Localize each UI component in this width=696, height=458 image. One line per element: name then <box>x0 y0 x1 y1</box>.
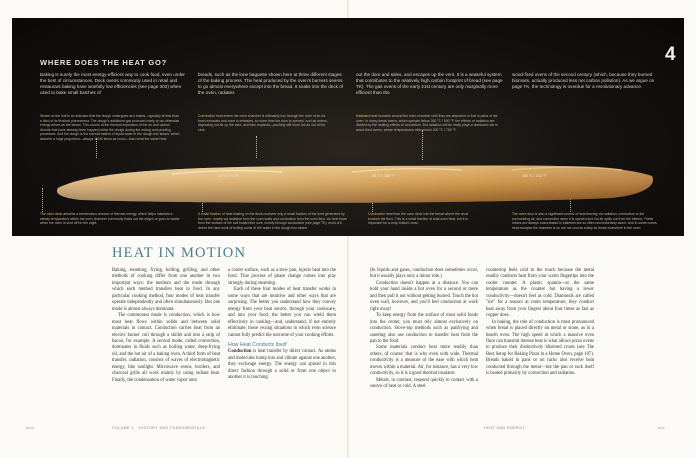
intro-col-1: Baking is surely the most energy-efficient way to cook food, even under the best of circumstances. Deck ovens commonly used in retail and restaurant baking have woefully low efficiencies (see page 303) when used to bake small batches of <box>40 72 185 96</box>
page-number-right: xxv <box>658 426 665 430</box>
paragraph-text: is heat transfer by direct contact. As atoms and molecules bump into and vibrate against one another, they exchange energy. The energy can spread in this direct fashion through a solid or from one object to another it is touching. <box>228 349 336 381</box>
intro-col-3: out the door and sides, and escapes up the vent. It is a wasteful system that contributes to the relatively high carbon footprint of bread (see page TK). The gas ovens of the early 21st century are only marginally more efficient than the <box>356 72 503 96</box>
photo-title: WHERE DOES THE HEAT GO? <box>40 58 168 67</box>
baguette-illustration <box>52 158 658 204</box>
text-column-4 <box>486 268 594 378</box>
paragraph: In baking, the role of conduction is most pronounced when bread is placed directly on metal or stone, as in a hearth oven. The high speed at which a massive oven floor can transmit intense heat is what allows pizza ovens to produce their distinctively blistered crusts (see The Best Setup for Baking Pizza in a Home Oven, page 107). Breads baked in pans or on racks also receive heat conducted through the metal—but the pan or rack itself is heated primarily by convection and radiation. <box>486 319 594 377</box>
page-number-left: xxiv <box>26 426 35 430</box>
subheading: How Heat Conducts Itself <box>228 341 287 348</box>
note-oven-deck: The oven deck absorbs a tremendous amount of thermal energy, which helps maintain a steady temperature within the oven chamber but mostly leaks out the edges or goes to waste when the oven is shut off for the night. <box>40 212 180 226</box>
paragraph: Metals, in contrast, respond quickly to contact with a source of heat or cold. A steel <box>370 377 478 390</box>
running-footer-left: VOLUME 1 · HISTORY AND FUNDAMENTALS <box>112 426 206 430</box>
note-radiated: Radiated heat bounces around the oven chamber until they are absorbed or lost in parts of the oven. In many bread ovens, which operate below 260 °C / 500 °F, the effects of radiation are divided by the heating effects of convection. But radiation will be really plays a dominant role in wood-fired ovens, where temperatures often reach 400 °C / 750 °F. <box>356 114 498 132</box>
baguette-shape <box>52 158 658 204</box>
leader-line <box>42 188 43 212</box>
intro-col-4: wood-fired ovens of the second century (which, because they burned biomass, actually produced less net carbon pollution). As we argue on page TK, the technology is overdue for a revolutionary advance. <box>512 72 655 90</box>
paragraph: To keep energy from the surface of most solid foods into the center, you must rely almost exclusively on conduction. Stove-top methods such as panfrying and sautéing also use conduction to transfer heat from the pan to the food. <box>370 313 478 344</box>
temperature-label: 100 °C / 212 °F <box>522 174 547 178</box>
chapter-number: 4 <box>665 44 676 65</box>
note-small-fraction: A small fraction of heat leaking on the deck receives only a small fraction of the heat generated by the oven, mostly via radiation from the oven walls and conduction from the oven floor. As heat flows from the surface of the loaf toward the core, mostly through conduction (see page TK), most of it drives the hard work of boiling some of the water in the dough into steam. <box>198 212 347 230</box>
paragraph: The commonest mode is conduction, which is how most heat flows within solids and between solid materials in contact. Conduction carries heat from an electric burner coil through a skillet and into a strip of bacon, for example. A second mode, called convection, dominates in fluids such as boiling water, deep-frying oil, and the hot air of a baking oven. A third form of heat transfer, radiation, consists of waves of electromagnetic energy, like sunlight. Microwave ovens, broilers, and charcoal grills all work mainly by using radiant heat. Finally, the condensation of water vapor onto <box>112 313 220 383</box>
intro-col-2: breads, such as the lone baguette shown here at three different stages of the baking process. The heat produced by the oven's burners seems to go almost everywhere except into the bread. It soaks into the deck of the oven, radiates <box>198 72 344 96</box>
temperature-label: 85 °C / 185 °F <box>372 174 395 178</box>
paragraph: Baking, steaming, frying, boiling, grilling, and other methods of cooking differ from one another in two important ways: the medium and the mode through which each method transfers heat to food. In any particular cooking method, four modes of heat transfer operate independently and often simultaneously. But one mode is almost always dominant. <box>112 268 220 312</box>
baguette-photo <box>12 18 684 236</box>
text-column-3 <box>370 268 478 391</box>
leader-line <box>256 136 257 158</box>
temperature-label: 23 °C / 73 °F <box>218 174 239 178</box>
leader-line <box>96 138 97 158</box>
note-oven-door: The oven door is also a significant source of heat leaving via radiation, conduction to the surrounding air, and convection when it is opened and hot air spills out from the interior. These losses are always exacerbated in bakeries are so often uncomfortably warm. And in some ovens, heat escapes the chamber is so are not cool as easily as those elsewhere in the oven. <box>512 212 658 230</box>
paragraph: Some materials conduct heat more readily than others, of course; that is why even with wide. Thermal conductivity is a measure of the ease with which heat moves within a material. Air, for instance, has a very low conductivity, so it is a good thermal insulator. <box>370 345 478 377</box>
note-steam: Steam on the loaf is an indicator that the dough undergoes as it bakes—typically at less than a third of its finished phenomena. The dough's additional gas produced early on as otherwise energy arises as the steam. This occurs at the thermal expansion of the air and carbon dioxide that have already been trapped within the dough during the mixing and proofing processes. And the dough is the transformation of liquid water in the dough into steam, which absorbs a huge proportion—always 1,000 times as much—than what the same heat. <box>40 114 180 141</box>
paragraph: countertop feels cold to the touch because the metal readily conducts heat from your warm fingertips into the cooler counter. A plastic spatula—at the same temperature as the counter but having a lower conductivity—doesn't feel as cold. Diamonds are called "ice" for a reason: at room temperature, they conduct heat away from your fingers about four times as fast as copper does. <box>486 268 594 319</box>
leader-line <box>422 130 423 160</box>
paragraph: Each of these four modes of heat transfer works in some ways that are intuitive and other ways that are surprising. The better you understand how they convey energy from your heat source, through your cookware, and into your food, the better you can wield them effectively in cooking—and, understand, if not entirely eliminate, those vexing situations in which even science cannot fully predict the outcome of your cooking efforts. <box>228 287 336 338</box>
running-footer-right: HEAT AND ENERGY <box>484 426 526 430</box>
text-column-2 <box>228 268 336 382</box>
paragraph <box>228 349 336 381</box>
note-conductive: Conductive heat from the oven deck into the bread where the crust touches the floor. This is a small fraction of total oven heat, but it is important for a crisp bottom crust. <box>368 212 469 226</box>
paragraph: a cooler surface, such as a stew pan, injects heat into the food. That process of phase change comes into play strongly during steaming. <box>228 268 336 286</box>
bold-term: Conduction <box>228 349 252 355</box>
paragraph: Conduction doesn't happen at a distance. You can hold your hand inside a hot oven for a second or more and then pull it out without getting burned. Touch the hot oven wall, however, and you'll feel conduction at work right away! <box>370 280 478 312</box>
text-column-1 <box>112 268 220 384</box>
note-convection: Convection heat enters the oven chamber is ultimately lost through the oven vent. As fresh exhausts and more is reheated, so more time the door is opened, cool air enters, displacing hot air up the vent, and then expands—pushing still more hot air out of the vent. <box>198 114 328 132</box>
section-title: HEAT IN MOTION <box>112 245 247 261</box>
paragraph: (In liquids and gases, conduction does sometimes occur, but it usually plays only a minor role.) <box>370 268 478 280</box>
